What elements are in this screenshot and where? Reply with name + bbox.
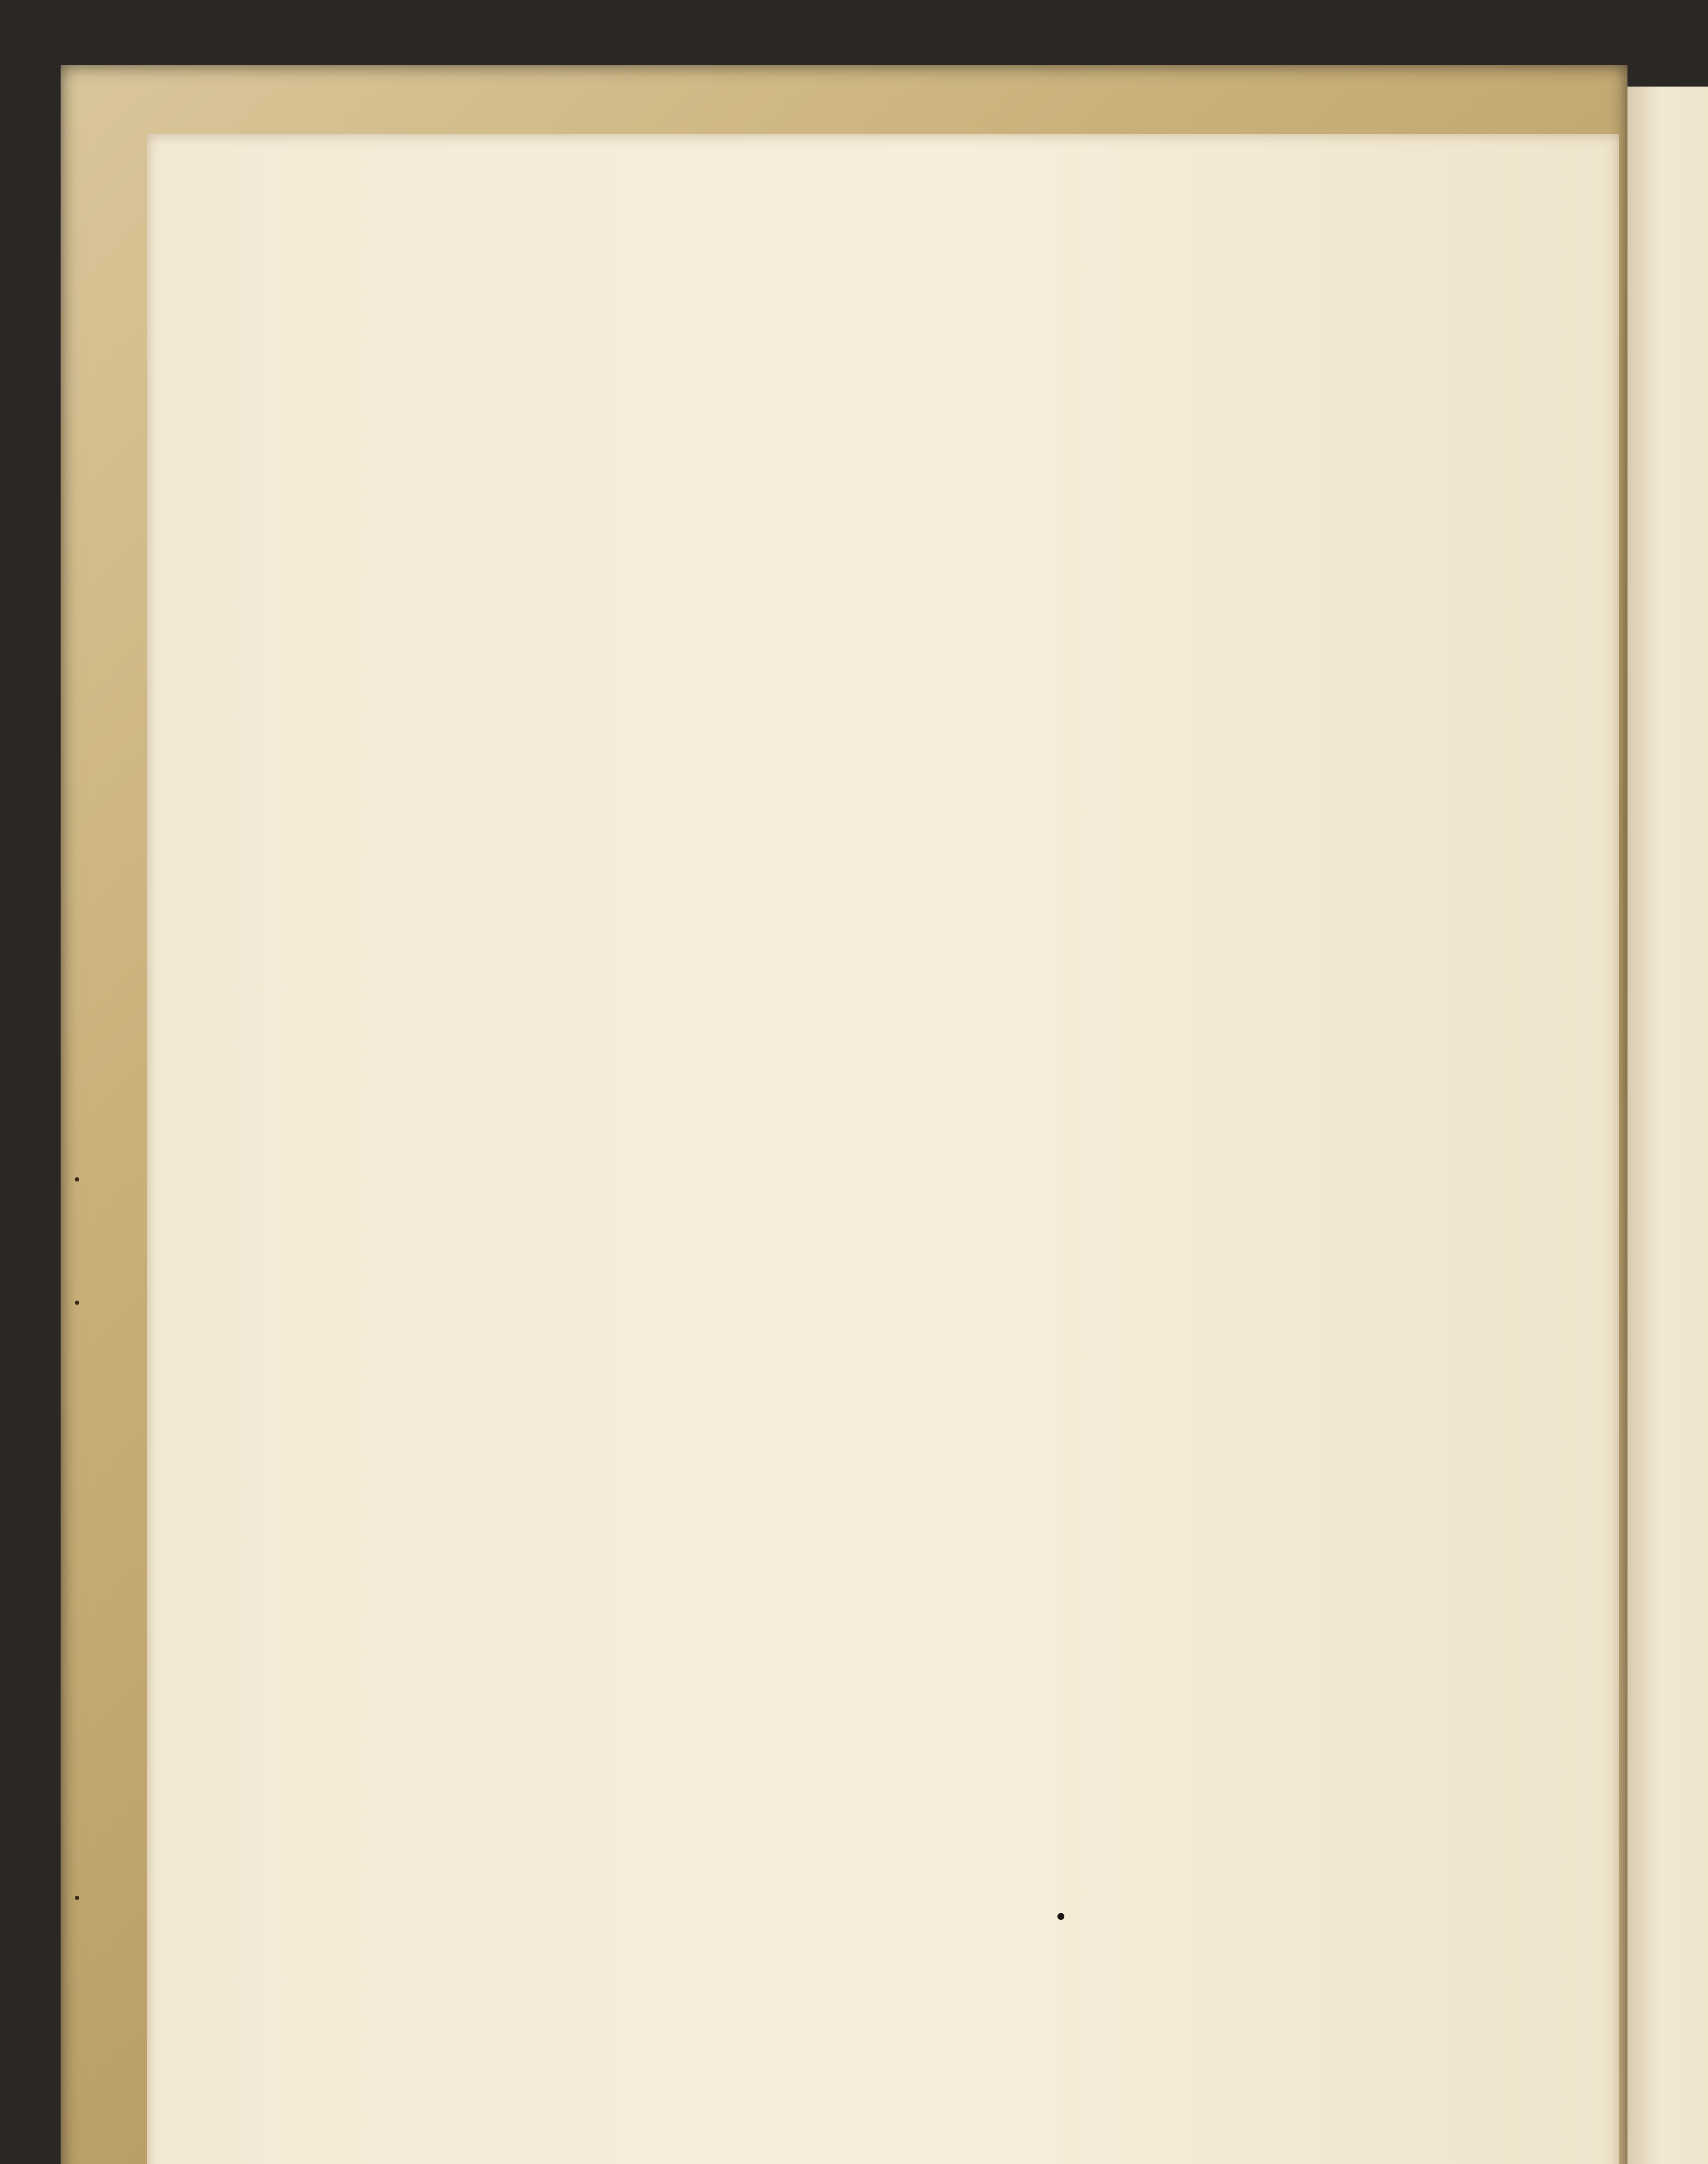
page-mark — [1057, 1913, 1064, 1920]
binding-hole — [75, 1301, 79, 1305]
book-page — [147, 134, 1619, 2164]
facing-page-edge — [1627, 87, 1708, 2164]
binding-hole — [75, 1896, 79, 1900]
binding-hole — [75, 1177, 79, 1182]
